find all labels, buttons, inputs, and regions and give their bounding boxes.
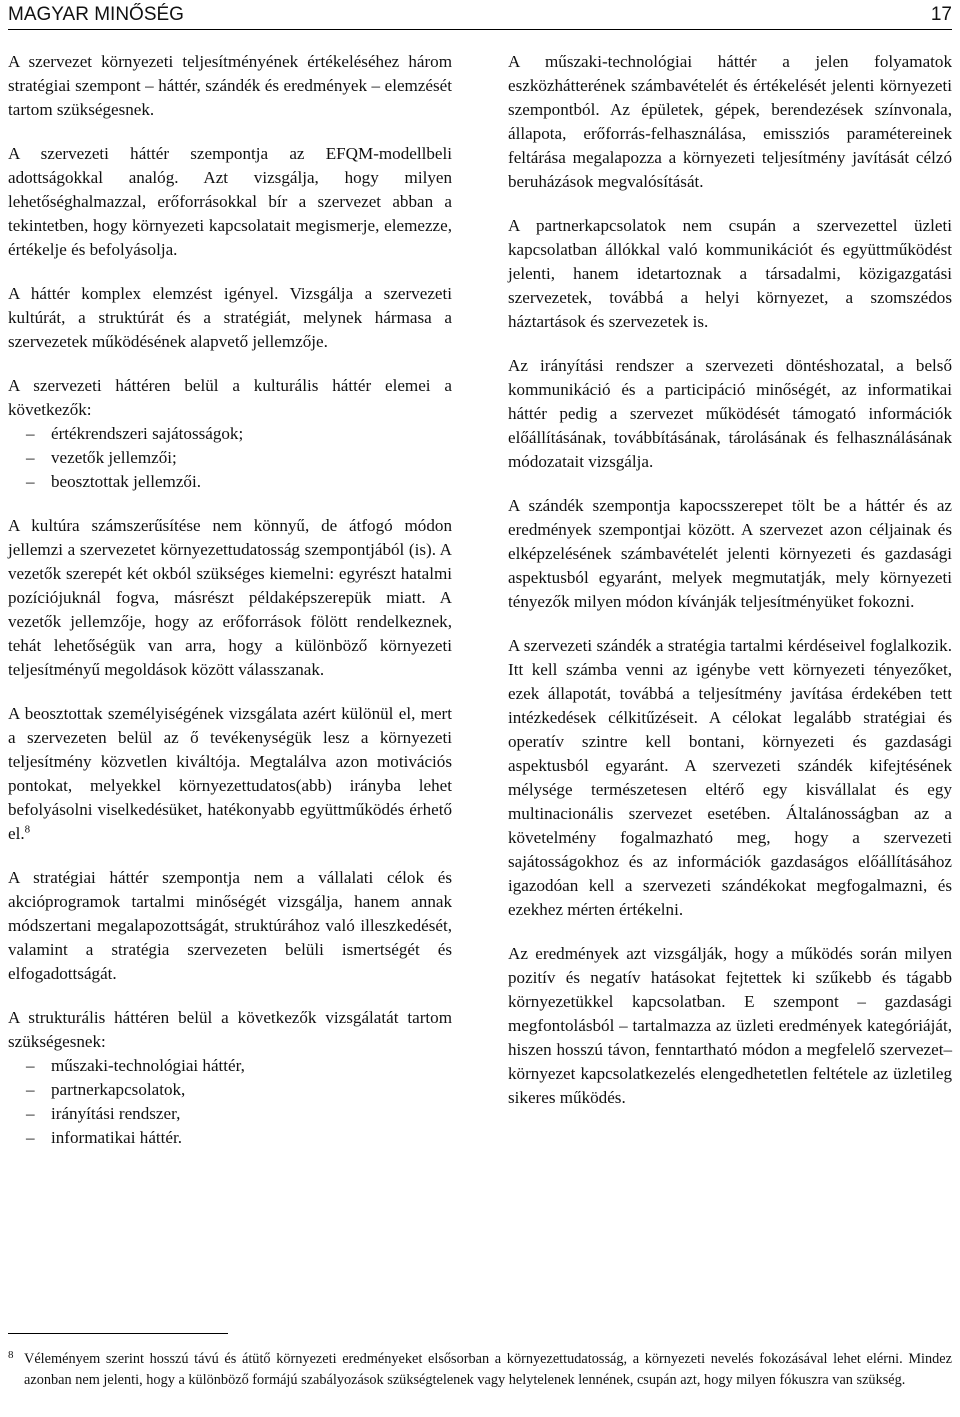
list-item: – vezetők jellemzői; <box>26 448 177 467</box>
right-column <box>508 50 952 1130</box>
journal-title: MAGYAR MINŐSÉG <box>8 4 184 25</box>
page-number: 17 <box>930 4 952 25</box>
paragraph: A szervezet környezeti teljesítményének értékeléséhez három stratégiai szempont – háttér, szándék és eredmények – elemzését tartom szükségesnek. <box>8 52 452 119</box>
paragraph: A szervezeti szándék a stratégia tartalmi kérdéseivel foglalkozik. Itt kell számba venni az igénybe vett környezeti tényezőket, ezek állapotát, továbbá a teljesítmény javítása érdekében tett intézkedések célkitűzéseit. A célokat legalább stratégiai és operatív szintre kell bontani, környezeti és gazdasági aspektusból egyaránt. A szervezeti szándék kifejtésének mélysége természetesen eltérő egy kisvállalat és egy multinacionális szervezet esetében. Általánosságban az a követelmény fogalmazható meg, hogy a szervezeti sajátosságokhoz és az információk gazdaságos előállításához igazodóan kell a szervezeti szándékokat megfogalmazni, és ezekhez mérten értékelni. <box>508 636 952 919</box>
list-item: – értékrendszeri sajátosságok; <box>26 424 244 443</box>
paragraph: A szándék szempontja kapocsszerepet tölt be a háttér és az eredmények szempontjai között. A szervezet azon céljainak és elképzelésének számbavételét jelenti környezeti és gazdasági aspektusból egyaránt, melyek megmutatják, mely környezeti tényezők milyen módon kívánják teljesítményüket fokozni. <box>508 496 952 611</box>
footnote-reference[interactable]: 8 <box>24 823 31 836</box>
footnote-divider <box>8 1333 228 1334</box>
page-header <box>8 3 952 30</box>
list-item: – partnerkapcsolatok, <box>26 1080 186 1099</box>
list-item: – beosztottak jellemzői. <box>26 472 201 491</box>
paragraph: A háttér komplex elemzést igényel. Vizsgálja a szervezeti kultúrát, a struktúrát és a stratégiát, melynek hármasa a szervezetek működésének alapvető jellemzője. <box>8 284 452 351</box>
paragraph: A szervezeti háttér szempontja az EFQM-modellbeli adottságokkal analóg. Azt vizsgálja, hogy milyen lehetőséghalmazzal, erőforrásokkal bír a szervezet abban a tekintetben, hogy környezeti kapcsolatait megismerje, elemezze, értékelje és befolyásolja. <box>8 144 452 259</box>
paragraph: A partnerkapcsolatok nem csupán a szervezettel üzleti kapcsolatban állókkal való kommunikációt és együttműködést jelenti, hanem idetartoznak a társadalmi, közigazgatási szervezetek, továbbá a helyi környezet, a szomszédos háztartások és szervezetek is. <box>508 216 952 331</box>
paragraph: A stratégiai háttér szempontja nem a vállalati célok és akcióprogramok tartalmi minőségét vizsgálja, hanem annak módszertani megalapozottságát, struktúrához való illeszkedését, valamint a stratégia szervezeten belüli ismertségét és elfogadottságát. <box>8 868 452 983</box>
footnote-text: Véleményem szerint hosszú távú és átütő környezeti eredményeket elsősorban a környezettudatosság, a környezeti nevelés fokozásával lehet elérni. Mindez azonban nem jelenti, hogy a különböző formájú szabályozások szükségtelenek vagy helytelenek lennének, csupán azt, hogy milyen fókuszra van szükség. <box>24 1351 952 1388</box>
paragraph: Az eredmények azt vizsgálják, hogy a működés során milyen pozitív és negatív hatásokat fejtettek ki szűkebb és tágabb környezetükkel kapcsolatban. E szempont – gazdasági megfontolásból – tartalmazza az üzleti eredmények kategóriáját, hiszen hosszú távon, fenntartható módon a megfelelő szervezet–környezet kapcsolatkezelés elengedhetetlen feltétele az üzletileg sikeres működés. <box>508 944 952 1107</box>
list-item: – műszaki-technológiai háttér, <box>26 1056 245 1075</box>
paragraph: A műszaki-technológiai háttér a jelen folyamatok eszközhátterének számbavételét és értékelését jelenti környezeti szempontból. Az épületek, gépek, berendezések színvonala, állapota, erőforrás-felhasználása, emissziós paramétereinek feltárása megalapozza a környezeti teljesítmény javítását célzó beruházások megvalósítását. <box>508 52 952 191</box>
list-item: – irányítási rendszer, <box>26 1104 181 1123</box>
left-column <box>8 50 452 1170</box>
footnote-number: 8 <box>8 1349 14 1361</box>
paragraph: Az irányítási rendszer a szervezeti döntéshozatal, a belső kommunikáció és a participáció minőségét, az informatikai háttér pedig a szervezet működését támogató információk előállításának, továbbításának, tárolásának és felhasználásának módozatait vizsgálja. <box>508 356 952 471</box>
footnote <box>8 1349 952 1391</box>
paragraph: A beosztottak személyiségének vizsgálata azért különül el, mert a szervezeten belül az ő tevékenységük lesz a környezeti teljesítmény közvetlen kiváltója. Megtalálva azon motivációs pontokat, melyekkel környezettudatos(abb) irányba lehet befolyásolni viselkedésüket, hatékonyabb együttműködés érhető el.$^8$ <box>8 704 452 843</box>
paragraph: A kultúra számszerűsítése nem könnyű, de átfogó módon jellemzi a szervezetet környezettudatosság szempontjából (is). A vezetők szerepét két okból szükséges kiemelni: egyrészt hatalmi pozíciójuknál fogva, másrészt példaképszerepük miatt. A vezetők jellemzője, hogy az erőforrások fölött rendelkeznek, tehát lehetőségük van arra, hogy a különböző környezeti teljesítményű megoldások között válasszanak. <box>8 516 452 679</box>
cultural-background-list <box>8 422 452 494</box>
paragraph: A szervezeti háttéren belül a kulturális háttér elemei a következők: <box>8 376 452 419</box>
list-item: – informatikai háttér. <box>26 1128 183 1147</box>
paragraph: A strukturális háttéren belül a következők vizsgálatát tartom szükségesnek: <box>8 1008 452 1051</box>
structural-background-list <box>8 1054 452 1150</box>
